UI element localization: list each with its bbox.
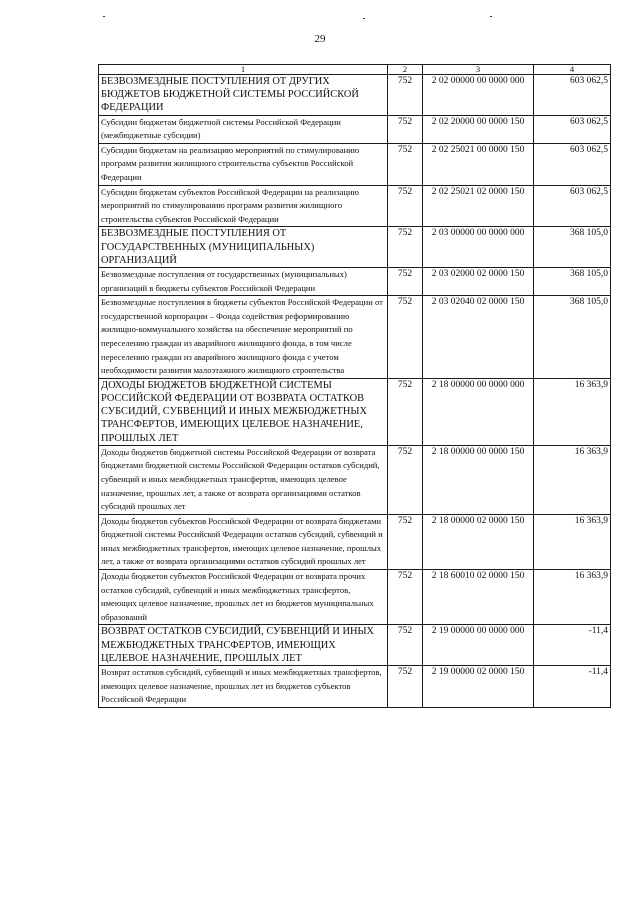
row-admin-cell: 752 (388, 296, 423, 379)
row-amount-cell: 16 363,9 (534, 445, 611, 514)
scan-speck (363, 18, 365, 19)
row-code-cell: 2 19 00000 00 0000 000 (423, 625, 534, 666)
table-row (99, 185, 611, 227)
row-name-cell: БЕЗВОЗМЕЗДНЫЕ ПОСТУПЛЕНИЯ ОТ ГОСУДАРСТВЕННЫХ (МУНИЦИПАЛЬНЫХ) ОРГАНИЗАЦИЙ (99, 227, 388, 268)
row-admin-cell: 752 (388, 143, 423, 185)
row-code-cell: 2 02 25021 02 0000 150 (423, 185, 534, 227)
row-admin-cell: 752 (388, 267, 423, 295)
row-admin-cell: 752 (388, 625, 423, 666)
row-name-cell: Безвозмездные поступления от государственных (муниципальных) организаций в бюджеты субъектов Российской Федерации (99, 267, 388, 295)
table-row (99, 666, 611, 708)
table-row (99, 267, 611, 295)
table-row (99, 445, 611, 514)
table-row (99, 514, 611, 569)
budget-table (98, 64, 611, 708)
table-body (99, 75, 611, 708)
row-name-cell: Безвозмездные поступления в бюджеты субъектов Российской Федерации от государственной корпорации – Фонда содействия реформированию жилищно-коммунального хозяйства на обеспечение мероприятий по переселению граждан из аварийного жилищного фонда, в том числе переселению граждан из аварийного жилищного фонда с учетом необходимости развития малоэтажного жилищного строительства (99, 296, 388, 379)
row-code-cell: 2 03 02040 02 0000 150 (423, 296, 534, 379)
table-row (99, 227, 611, 268)
row-admin-cell: 752 (388, 227, 423, 268)
row-name-cell: Возврат остатков субсидий, субвенций и иных межбюджетных трансфертов, имеющих целевое назначение, прошлых лет из бюджетов субъектов Российской Федерации (99, 666, 388, 708)
row-amount-cell: 16 363,9 (534, 514, 611, 569)
row-name-cell: Доходы бюджетов субъектов Российской Федерации от возврата бюджетами бюджетной системы Российской Федерации остатков субсидий, субвенций и иных межбюджетных трансфертов, имеющих целевое назначение, прошлых лет, а также от возврата организациями остатков субсидий прошлых лет (99, 514, 388, 569)
table-row (99, 115, 611, 143)
row-name-cell: Субсидии бюджетам бюджетной системы Российской Федерации (межбюджетные субсидии) (99, 115, 388, 143)
row-amount-cell: 603 062,5 (534, 115, 611, 143)
row-admin-cell: 752 (388, 514, 423, 569)
row-amount-cell: 603 062,5 (534, 185, 611, 227)
row-code-cell: 2 18 60010 02 0000 150 (423, 570, 534, 625)
row-amount-cell: -11,4 (534, 666, 611, 708)
column-header-code: 3 (423, 65, 534, 75)
row-name-cell: БЕЗВОЗМЕЗДНЫЕ ПОСТУПЛЕНИЯ ОТ ДРУГИХ БЮДЖЕТОВ БЮДЖЕТНОЙ СИСТЕМЫ РОССИЙСКОЙ ФЕДЕРАЦИИ (99, 75, 388, 116)
table-row (99, 296, 611, 379)
row-admin-cell: 752 (388, 378, 423, 445)
row-name-cell: ВОЗВРАТ ОСТАТКОВ СУБСИДИЙ, СУБВЕНЦИЙ И ИНЫХ МЕЖБЮДЖЕТНЫХ ТРАНСФЕРТОВ, ИМЕЮЩИХ ЦЕЛЕВОЕ НАЗНАЧЕНИЕ, ПРОШЛЫХ ЛЕТ (99, 625, 388, 666)
row-code-cell: 2 18 00000 02 0000 150 (423, 514, 534, 569)
row-code-cell: 2 18 00000 00 0000 000 (423, 378, 534, 445)
column-header-amount: 4 (534, 65, 611, 75)
row-admin-cell: 752 (388, 570, 423, 625)
column-header-name: 1 (99, 65, 388, 75)
row-admin-cell: 752 (388, 75, 423, 116)
page-number: 29 (314, 33, 326, 45)
row-amount-cell: 16 363,9 (534, 378, 611, 445)
table-row (99, 378, 611, 445)
table-row (99, 570, 611, 625)
row-amount-cell: 603 062,5 (534, 75, 611, 116)
row-amount-cell: 603 062,5 (534, 143, 611, 185)
row-code-cell: 2 18 00000 00 0000 150 (423, 445, 534, 514)
row-amount-cell: 368 105,0 (534, 227, 611, 268)
row-admin-cell: 752 (388, 115, 423, 143)
row-name-cell: Доходы бюджетов бюджетной системы Российской Федерации от возврата бюджетами бюджетной системы Российской Федерации остатков субсидий, субвенций и иных межбюджетных трансфертов, имеющих целевое назначение, прошлых лет, а также от возврата организациями остатков субсидий прошлых лет (99, 445, 388, 514)
row-admin-cell: 752 (388, 445, 423, 514)
row-code-cell: 2 03 00000 00 0000 000 (423, 227, 534, 268)
row-admin-cell: 752 (388, 185, 423, 227)
row-amount-cell: 368 105,0 (534, 296, 611, 379)
row-name-cell: Субсидии бюджетам на реализацию мероприятий по стимулированию программ развития жилищного строительства субъектов Российской Федерации (99, 143, 388, 185)
table-header-row (99, 65, 611, 75)
table-row (99, 143, 611, 185)
row-amount-cell: 16 363,9 (534, 570, 611, 625)
row-code-cell: 2 19 00000 02 0000 150 (423, 666, 534, 708)
row-name-cell: Субсидии бюджетам субъектов Российской Федерации на реализацию мероприятий по стимулированию программ развития жилищного строительства субъектов Российской Федерации (99, 185, 388, 227)
row-code-cell: 2 03 02000 02 0000 150 (423, 267, 534, 295)
table-row (99, 75, 611, 116)
row-code-cell: 2 02 00000 00 0000 000 (423, 75, 534, 116)
row-amount-cell: -11,4 (534, 625, 611, 666)
column-header-admin: 2 (388, 65, 423, 75)
row-code-cell: 2 02 25021 00 0000 150 (423, 143, 534, 185)
row-amount-cell: 368 105,0 (534, 267, 611, 295)
scan-speck (103, 16, 105, 17)
scan-speck (490, 16, 492, 17)
row-name-cell: Доходы бюджетов субъектов Российской Федерации от возврата прочих остатков субсидий, субвенций и иных межбюджетных трансфертов, имеющих целевое назначение, прошлых лет из бюджетов муниципальных образований (99, 570, 388, 625)
row-code-cell: 2 02 20000 00 0000 150 (423, 115, 534, 143)
table-row (99, 625, 611, 666)
row-name-cell: ДОХОДЫ БЮДЖЕТОВ БЮДЖЕТНОЙ СИСТЕМЫ РОССИЙСКОЙ ФЕДЕРАЦИИ ОТ ВОЗВРАТА ОСТАТКОВ СУБСИДИЙ, СУБВЕНЦИЙ И ИНЫХ МЕЖБЮДЖЕТНЫХ ТРАНСФЕРТОВ, ИМЕЮЩИХ ЦЕЛЕВОЕ НАЗНАЧЕНИЕ, ПРОШЛЫХ ЛЕТ (99, 378, 388, 445)
row-admin-cell: 752 (388, 666, 423, 708)
